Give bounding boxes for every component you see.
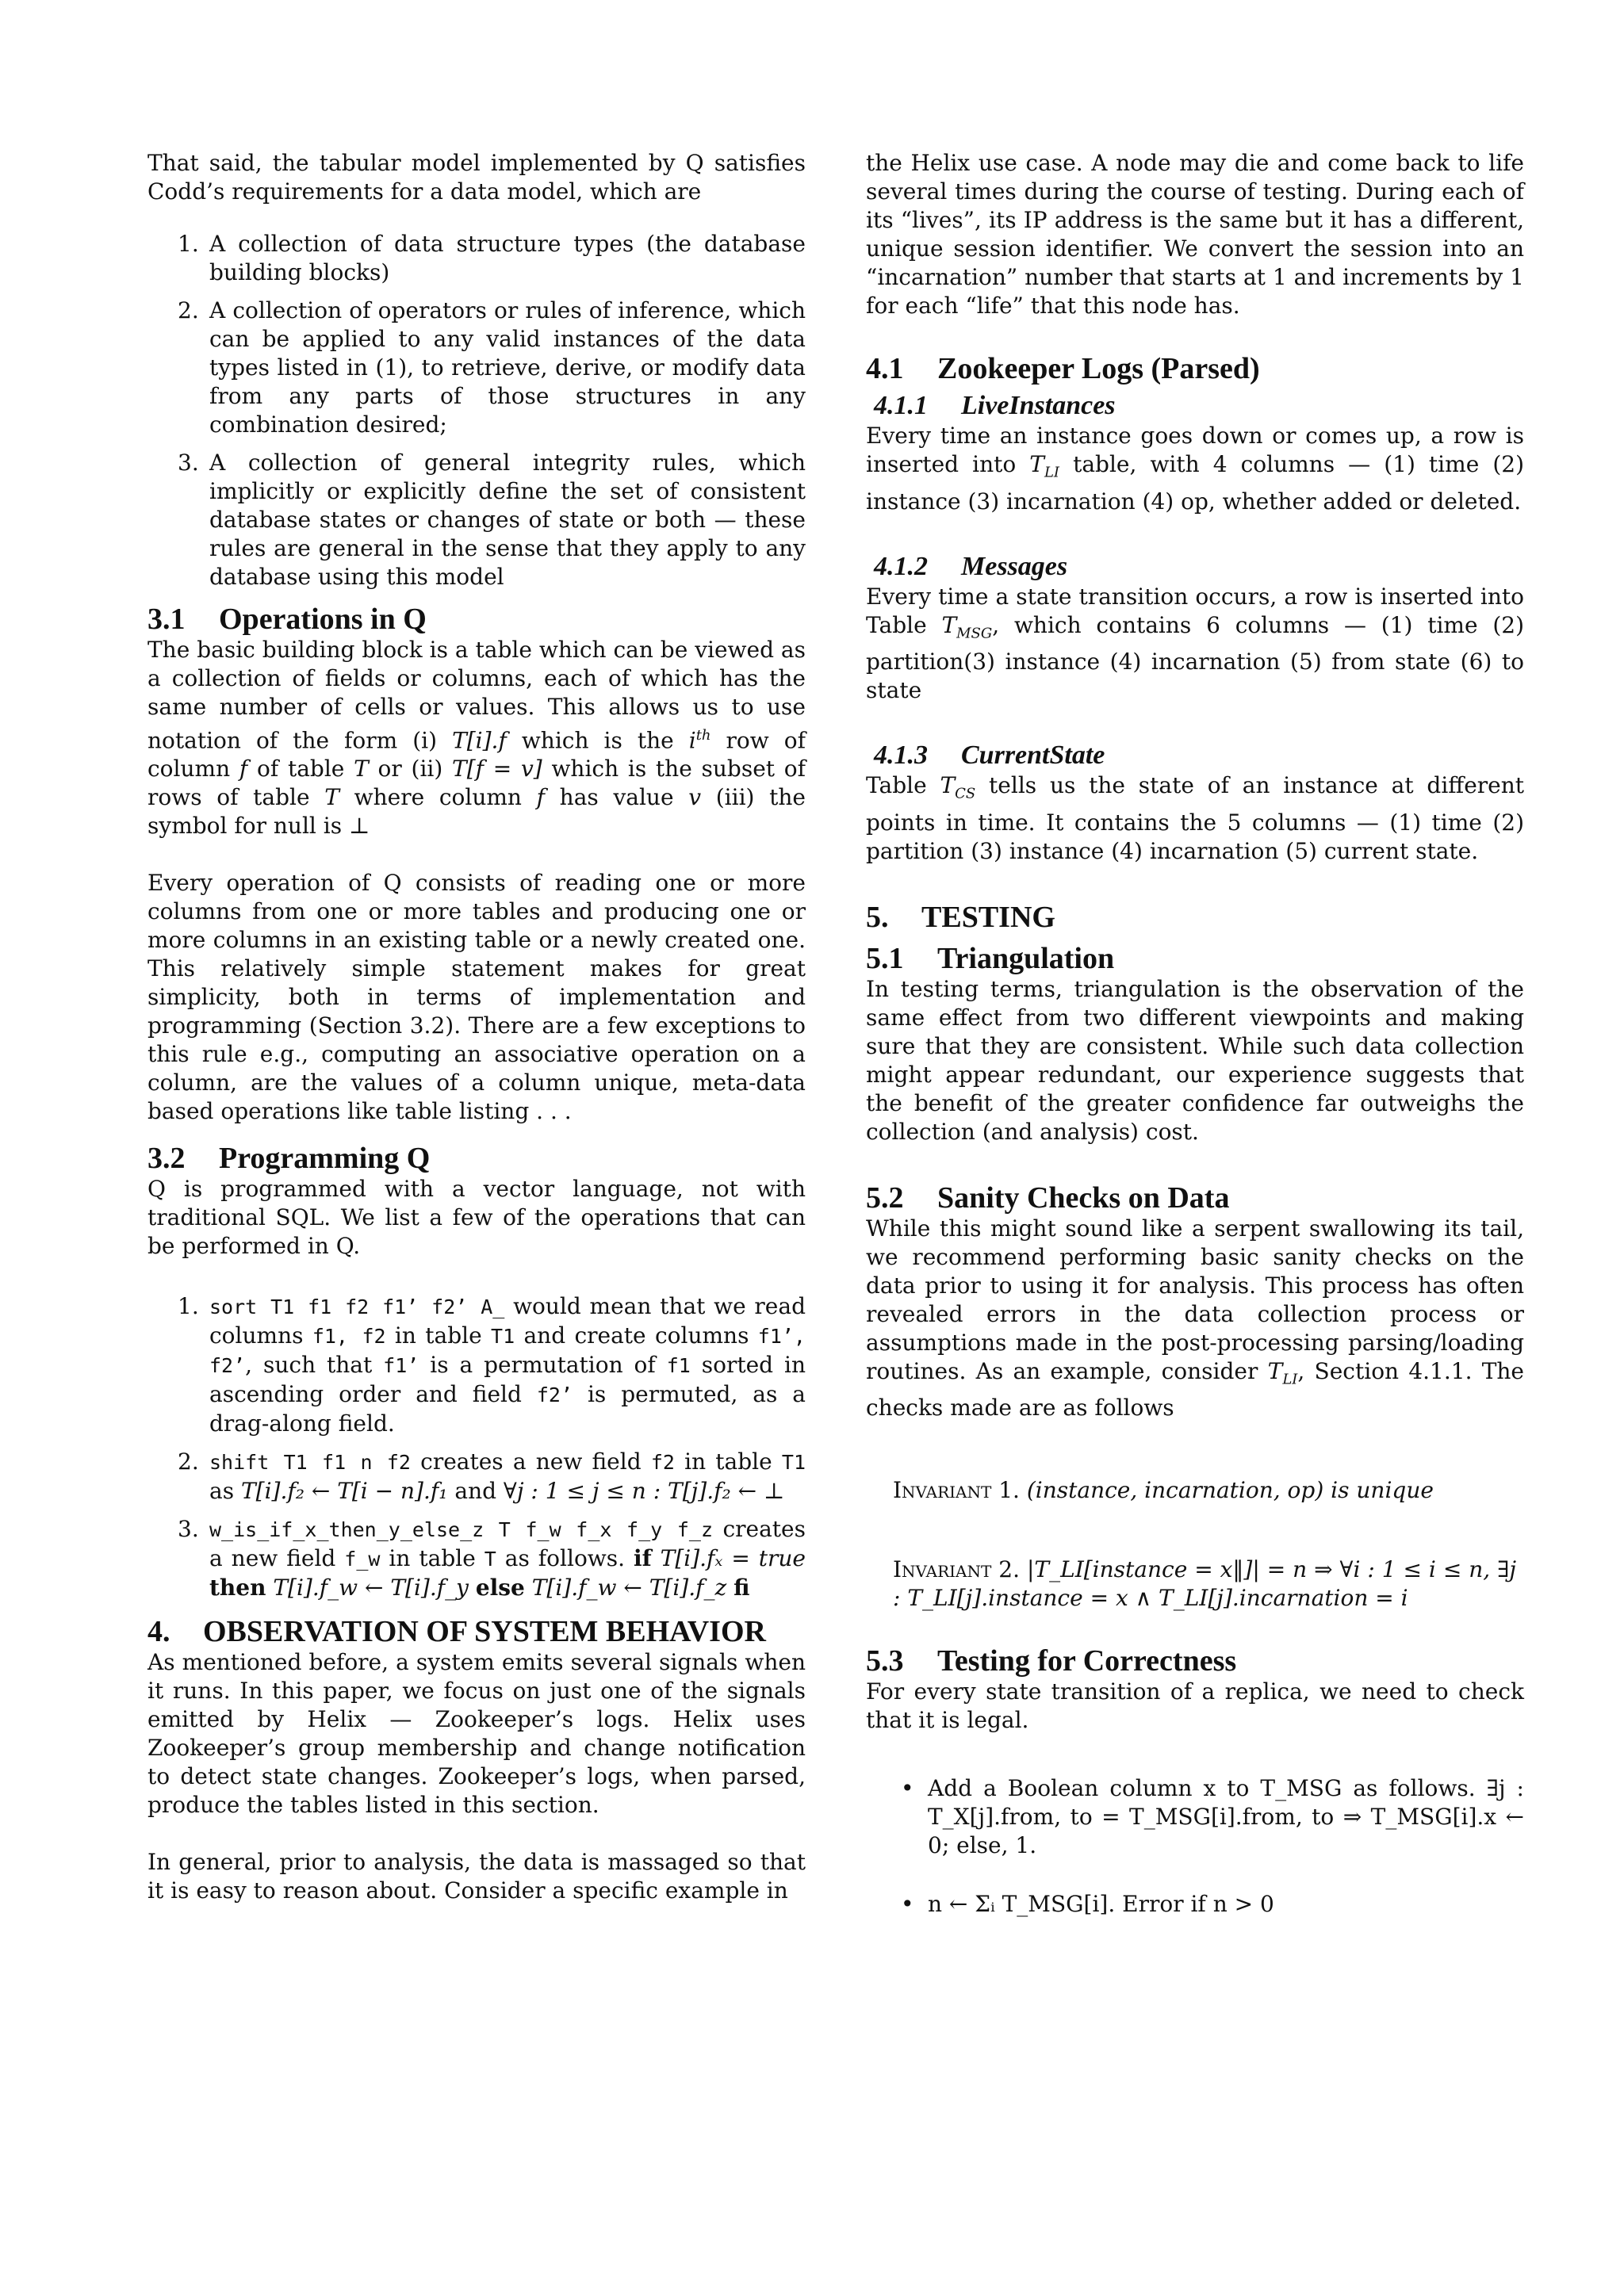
invariant-1: Invariant 1. (instance, incarnation, op) is unique xyxy=(893,1477,1434,1504)
subsection-heading-4-1-3: 4.1.3 CurrentState xyxy=(874,740,1105,771)
list-item: 3. w_is_if_x_then_y_else_z T f_w f_x f_y f_z creates a new field f_w in table T as follows. if T[i].fₓ = true then T[i].f_w ← T[i].f_y else T[i].f_w ← T[i].f_z fi xyxy=(178,1516,806,1601)
invariant-2: Invariant 2. |T_LI[instance = x‖]| = n ⇒ ∀i : 1 ≤ i ≤ n, ∃j : T_LI[j].instance = x ∧ T_LI[j].incarnation = i xyxy=(893,1556,1517,1612)
correctness-checks-list xyxy=(866,1774,1524,1919)
subsection-heading-4-1-1: 4.1.1 LiveInstances xyxy=(874,391,1116,420)
subsection-4-1-3-paragraph: Table $T_{CS}$ tells us the state of an instance at different points in time. It contains the 5 columns — (1) time (2) partition (3) instance (4) incarnation (5) current state. xyxy=(866,772,1524,864)
section-heading-5-2: 5.2 Sanity Checks on Data xyxy=(866,1181,1230,1215)
section-heading-5-3: 5.3 Testing for Correctness xyxy=(866,1644,1237,1678)
left-column xyxy=(147,149,806,1905)
list-item: 1. sort T1 f1 f2 f1’ f2’ A_ would mean that we read columns f1, f2 in table T1 and create columns f1’, f2’, such that f1’ is a permutation of f1 sorted in ascending order and field f2’ is permuted, as a drag-along field. xyxy=(178,1293,806,1437)
section-heading-3-2: 3.2 Programming Q xyxy=(147,1142,431,1176)
section-5-3-paragraph: For every state transition of a replica, we need to check that it is legal. xyxy=(866,1678,1524,1734)
section-heading-4-1: 4.1 Zookeeper Logs (Parsed) xyxy=(866,352,1260,385)
section-heading-3-1: 3.1 Operations in Q xyxy=(147,603,427,636)
q-operations-list xyxy=(147,1292,806,1602)
section-heading-5-1: 5.1 Triangulation xyxy=(866,941,1115,975)
section-3-1-paragraph-2: Every operation of Q consists of reading one or more columns from one or more tables and producing one or more columns in an existing table or a newly created one. This relatively simple statement makes for great simplicity, both in terms of implementation and programming (Section 3.2). There are a few exceptions to this rule e.g., computing an associative operation on a column, are the values of a column unique, meta-data based operations like table listing . . . xyxy=(147,870,806,1125)
list-item: 3. A collection of general integrity rules, which implicitly or explicitly define the set of consistent database states or changes of state or both — these rules are general in the sense that they apply to any database using this model xyxy=(178,450,806,590)
section-5-2-paragraph: While this might sound like a serpent swallowing its tail, we recommend performing basic sanity checks on the data prior to using it for analysis. This process has often revealed errors in the data collection process or assumptions made in the post-processing parsing/loading routines. As an example, consider $T_{LI}$, Section 4.1.1. The checks made are as follows xyxy=(866,1215,1524,1422)
codd-requirements-list xyxy=(147,230,806,591)
section-3-2-paragraph: Q is programmed with a vector language, not with traditional SQL. We list a few of the operations that can be performed in Q. xyxy=(147,1176,806,1260)
list-item: • n ← Σᵢ T_MSG[i]. Error if n > 0 xyxy=(901,1891,1274,1918)
list-item: 2. shift T1 f1 n f2 creates a new field f2 in table T1 as T[i].f₂ ← T[i − n].f₁ and ∀j : 1 ≤ j ≤ n : T[j].f₂ ← ⊥ xyxy=(178,1448,806,1505)
section-heading-5: 5. TESTING xyxy=(866,900,1055,934)
section-5-1-paragraph: In testing terms, triangulation is the observation of the same effect from two different viewpoints and making sure that they are consistent. While such data collection might appear redundant, our experience suggests that the benefit of the greater confidence far outweighs the collection (and analysis) cost. xyxy=(866,975,1524,1145)
section-3-1-paragraph-1: The basic building block is a table which can be viewed as a collection of fields or columns, each of which has the same number of cells or values. This allows us to use notation of the form (i) T[i].f which is the $i^{th}$ row of column f of table T or (ii) T[f = v] which is the subset of rows of table T where column f has value v (iii) the symbol for null is ⊥ xyxy=(147,637,806,840)
subsection-4-1-2-paragraph: Every time a state transition occurs, a row is inserted into Table $T_{MSG}$, which contains 6 columns — (1) time (2) partition(3) instance (4) incarnation (5) from state (6) to state xyxy=(866,583,1524,704)
section-heading-4: 4. OBSERVATION OF SYSTEM BEHAVIOR xyxy=(147,1615,766,1649)
section-4-paragraph-2: In general, prior to analysis, the data is massaged so that it is easy to reason about. Consider a specific example in xyxy=(147,1849,806,1904)
subsection-heading-4-1-2: 4.1.2 Messages xyxy=(874,551,1068,581)
list-item: 2. A collection of operators or rules of inference, which can be applied to any valid instances of the data types listed in (1), to retrieve, derive, or modify data from any parts of those structures in any combination desired; xyxy=(178,297,806,438)
list-item: 1. A collection of data structure types (the database building blocks) xyxy=(178,231,806,285)
right-column xyxy=(866,149,1524,1928)
continued-paragraph: the Helix use case. A node may die and come back to life several times during the course of testing. During each of its “lives”, its IP address is the same but it has a different, unique session identifier. We convert the session into an “incarnation” number that starts at 1 and increments by 1 for each “life” that this node has. xyxy=(866,150,1524,319)
list-item: • Add a Boolean column x to T_MSG as follows. ∃j : T_X[j].from, to = T_MSG[i].from, to ⇒ T_MSG[i].x ← 0; else, 1. xyxy=(901,1775,1524,1859)
section-4-paragraph-1: As mentioned before, a system emits several signals when it runs. In this paper, we focus on just one of the signals emitted by Helix — Zookeeper’s logs. Helix uses Zookeeper’s group membership and change notification to detect state changes. Zookeeper’s logs, when parsed, produce the tables listed in this section. xyxy=(147,1649,806,1819)
intro-paragraph: That said, the tabular model implemented by Q satisfies Codd’s requirements for a data model, which are xyxy=(147,150,806,205)
subsection-4-1-1-paragraph: Every time an instance goes down or comes up, a row is inserted into $T_{LI}$ table, with 4 columns — (1) time (2) instance (3) incarnation (4) op, whether added or deleted. xyxy=(866,423,1524,515)
